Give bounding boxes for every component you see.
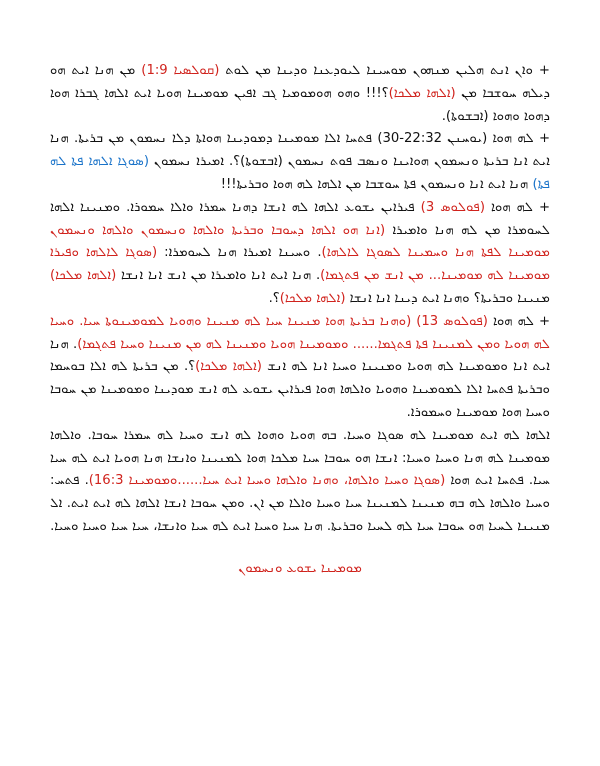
text-run: ܡܢ ܗܢܐ ܐܝܬ ܗܘ ܕܝܠܗ ܚܘܫܒܐ ܡܢ [50,63,550,101]
scripture-reference: (ܦܘܠܘܣ 3) [420,199,485,215]
text-run: + ܠܗ ܗܘܐ [487,131,551,147]
scripture-reference: (ܐܠܗܐ ܡܠܟܐ) [50,268,117,284]
text-run: ؟. ܐܡܝܪܐ ܢܚܡܘܢ [149,154,241,170]
scripture-reference: (ܐܢܐ ܗܘ ܐܠܗܐ ܕܚܘܒܐ ܘܒܪܝܬܐ ܘܐܠܗܐ ܘܢܚܡܘܢ ܘܐܠܗܐ ܘܢܚܡܘܢ ܡܘܡܝܢܐ ܠܦܬܐ ܗܢܐ ܘܚܡܝܢܐ ܠܣܘܓܐ ܠܐܠܗܐ) [50,222,550,261]
scripture-reference: (ܘܗܢܐ ܒܪܝܬܐ ܗܘܐ ܡܢܝܢܐ ܚܝܐ ܠܗ ܡܢܝܢܐ ܘܗܘܝܐ ܠܡܘܡܝܢܘܬܐ ܚܝܐ. ܘܚܝܐ ܠܗ ܗܘܝܐ ܘܡܢ ܠܡܢܝܢܐ ܦܬܐ ܦܬܓܡܐ...... ܘܡܘܡܝܢܐ ܗܘܝܐ ܘܡܢܝܢܐ ܠܗ ܡܢ ܡܢܝܢܐ ܘܚܝܐ ܦܬܓܡܐ) [50,313,550,352]
text-run: ܦܬܚܐ ܐܠܐ ܡܘܡܝܢܐ ܕܡܘܕܝܢܐ ܗܘܐܬܐ ܕܠܐ ܢܚܡܘܢ ܡܢ ܒܪܝܬܐ. ܗܢܐ ܐܝܬ ܐܢܐ ܒܪܝܬܐ ܘܢܚܡܘܢ ܗܘܐܝܢܐ ܘܢܣܒ ܦܘܬ ܢܚܡܘܢ [50,131,550,170]
paragraph-2 [50,128,550,196]
text-run: ܗܢܐ ܐܝܬ ܐܢܐ ܘܢܚܡܘܢ ܦܬܐ ܚܘܫܒܐ ܡܢ ܐܠܗܐ ܠܗ ܗܘܐ ܘܒܪܝܬܐ!!! [220,176,533,192]
scripture-reference: (ܩܘܠܣܝܐ 1:9) [141,63,220,78]
paragraph-3 [50,197,550,311]
document-body [50,60,550,539]
scripture-reference: (ܐܠܗܐ ܡܠܟܐ) [388,85,456,101]
text-run: . ܘܚܝܢܐ ܐܡܝܪܐ ܗܢܐ ܠܚܘܡܪܐ: [157,245,322,261]
highlighted-quote: (ܣܘܓܐ ܐܠܗܐ ܦܬܐ ܠܗ ܦܬܐ) [50,154,550,192]
text-run: + ܠܗ ܗܘܐ [484,199,550,215]
text-run: ܡܢܝܢܐ ܘܒܪܝܬܐ؟ ܘܗܢܐ ܐܝܬ ܕܝܢܐ ܐܢܐ ܐܢܫܐ [345,290,550,306]
signature: ܡܘܡܝܢܐ ܝܫܘܥ ܘܢܚܡܘܢ [238,560,362,576]
text-run: . ܦܬܚ: ܘܚܝܐ ܘܐܠܗܐ ܠܗ ܒܗ ܡܢܝܢܐ ܠܡܢܝܢܐ ܚܝܐ ܘܚܝܐ ܘܐܠܐ ܡܢ ܐܢ. ܘܡܢ ܚܘܒܐ ܐܢܫܐ ܐܠܗܐ ܠܗ ܐܝܬ ܐܝܬ. ܐܠ ܡܢܝܢܐ ܠܚܝܐ ܗܘ ܚܘܒܐ ܚܝܐ ܠܗ ܠܚܝܐ ܘܒܪܝܬܐ. ܗܢܐ ܚܝܐ ܘܚܝܐ ܐܝܬ ܠܗ ܚܝܐ ܘܐܢܫܐ، ܚܝܐ ܚܝܐ ܘܚܝܐ ܘܚܝܐ. [50,473,550,534]
text-run: (ܝܘܚܢܢ 22:32-30) [377,131,488,147]
paragraph-1 [50,60,550,128]
text-run: ؟!!! ܘܗܘ ܗܘܡܘܡܝܐ ܓܒ ܐܦܝܢ ܡܘܡܝܢܐ ܗܘܝܐ ܐܝܬ ܐܠܗܐ ܓܒܪܐ ܗܘܐ ܕܗܘܐ ܘܗܘܐ [50,85,550,124]
text-run: ܐܠܗܐ ܠܗ ܐܝܬ ܡܘܡܝܢܐ ܠܗ ܣܘܓܐ ܘܚܝܐ. ܒܗ ܗܘܝܐ ܘܗܘܐ ܠܗ ܐܢܫ ܘܚܝܐ ܠܗ ܚܡܪܐ ܚܘܒܐ. ܘܐܠܗܐ ܡܘܡܝܢܐ ܠܗ ܗܢܐ ܘܚܝܐ ܘܚܝܐ: ܐܢܫܐ ܗܘ ܚܘܒܐ ܚܝܐ ܡܠܟܐ ܗܘܐ ܠܡܢܝܢܐ ܘܐܢܫܐ ܗܢܐ ܗܘܝܐ ܐܝܬ ܠܗ ܚܝܐ ܚܝܐ. ܦܬܚܐ ܐܝܬ ܗܘܐ [50,427,550,489]
text-run: ܦܝܪܐܝܢ ܝܫܘܥ ܐܠܗܐ ܠܗ ܐܢܫܐ ܕܗܢܐ ܚܡܪܐ ܘܐܠܐ ܚܡܘܪܐ. ܘܡܢܝܢܐ ܐܠܗܐ ܠܚܘܡܪܐ ܡܢ ܠܗ ܗܢܐ ܘܐܡܝܪܐ [50,199,550,238]
scripture-reference: (ܣܘܓܐ ܠܐܠܗܐ ܘܦܝܪܐ ܡܘܡܝܢܐ ܠܗ ܡܘܡܝܢܐ... ܡܢ ܐܢܫ ܡܢ ܦܬܓܡܐ) [50,245,551,284]
text-run: . ܗܢܐ ܐܝܬ ܐܢܐ ܘܐܡܝܪܐ ܡܢ ܐܢܫ ܐܢܐ ܐܢܫܐ [116,268,321,284]
text-run: + ܠܗ ܗܘܐ [487,313,550,329]
text-run: ؟. [268,290,280,306]
text-run: ܗܢܐ ܐܝܬ ܐܢܐ ܘܡܘܡܝܢܐ ܠܗ ܗܘܝܐ ܘܡܢܝܢܐ ܘܚܝܐ ܐܢܐ ܠܗ ܐܢܫ [50,336,550,375]
paragraph-5 [50,425,550,539]
text-run: . [441,108,446,124]
scripture-reference: (ܐܠܗܐ ܡܠܟܐ) [195,359,262,375]
scripture-reference: (ܣܘܓܐ ܘܚܝܐ ܘܐܠܗܐ، ܘܗܢܐ ܘܐܠܗܐ ܘܚܝܐ ܐܝܬ ܚܝܐ......ܘܡܘܡܝܢܐ 16:3) [88,473,446,489]
text-run: ؟. ܡܢ ܒܪܝܬܐ ܠܗ ܐܠܐ ܒܘܚܡܐ ܘܒܪܝܬܐ ܦܬܚܐ ܐܠܐ ܠܡܘܡܝܢܐ ܘܗܘܝܐ ܘܐܠܗܐ ܗܘܐ ܦܝܪܐܝܢ ܝܫܘܥ ܠܗ ܐܢܫ ܡܘܕܝܢܐ ܘܡܘܡܝܢܐ ܡܢ ܚܘܒܐ ܘܚܝܐ ܗܘܐ ܡܘܡܝܢܐ ܘܚܡܘܪܐ. [50,359,550,420]
text-run: (ܐܒܫܘܬܐ) [240,154,283,170]
paragraph-4 [50,311,550,425]
text-run: + ܘܐܢ ܐܢܬ ܗܠܝܢ ܡܢܗܘܢ ܡܘܚܝܢܐ ܠܝܘܕܥܢܐ ܘܕܝܢܐ ܡܢ ܠܘܬ [219,63,550,78]
text-run: (ܐܒܫܘܬܐ) [445,108,489,124]
text-run: . [73,336,78,352]
scripture-reference: (ܦܘܠܘܣ 13) [416,313,488,329]
scripture-reference: (ܐܠܗܐ ܡܠܟܐ) [279,290,346,306]
